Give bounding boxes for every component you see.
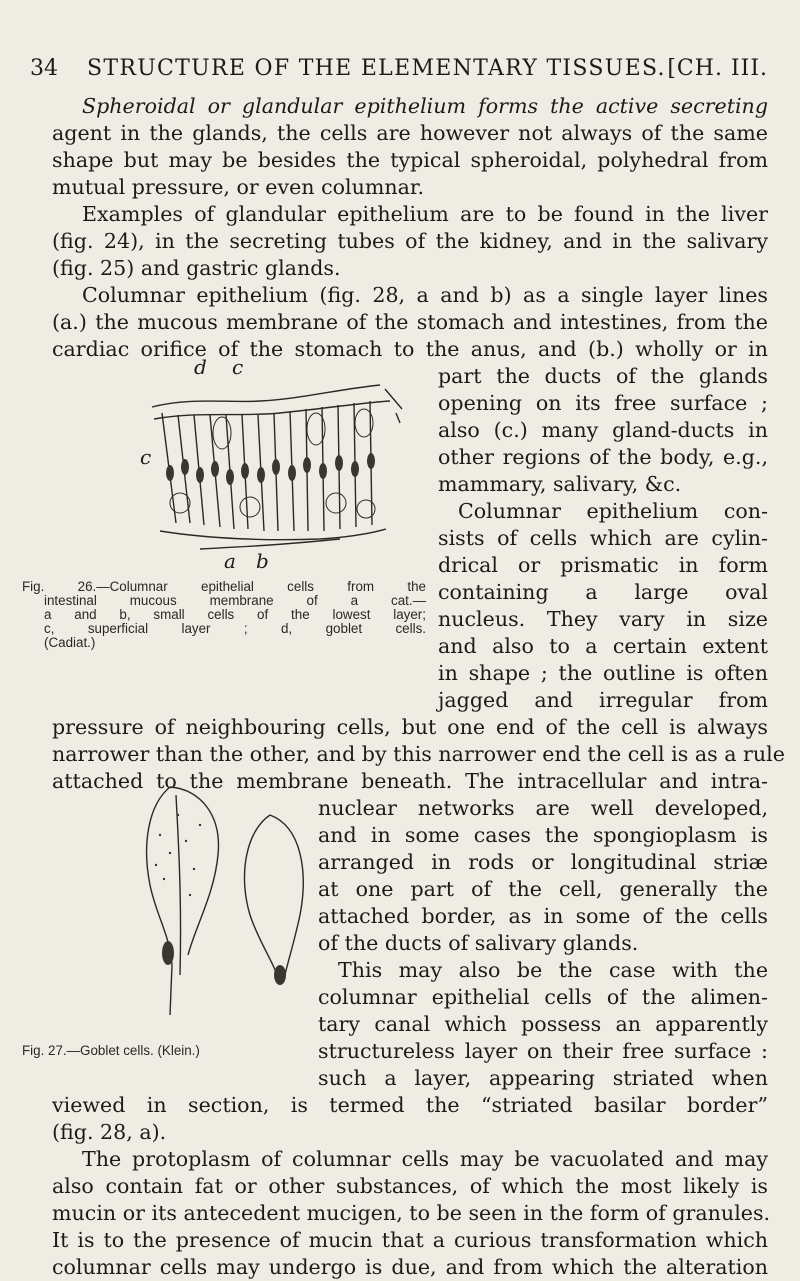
chapter-marker: [CH. III. bbox=[667, 56, 768, 81]
text-line: mutual pressure, or even columnar. bbox=[52, 175, 425, 199]
text-line: (fig. 28, a). bbox=[52, 1120, 167, 1144]
text-line: jagged and irregular from bbox=[438, 688, 768, 712]
goblet-cells-drawing bbox=[130, 775, 310, 1025]
text-line: mammary, salivary, &c. bbox=[438, 472, 682, 496]
page-number: 34 bbox=[30, 56, 58, 81]
figure-label-b: b bbox=[256, 549, 269, 573]
text-line: pressure of neighbouring cells, but one end of the cell is always bbox=[52, 715, 768, 739]
text-line: Columnar epithelium (fig. 28, a and b) as a single layer lines bbox=[82, 283, 768, 307]
text-line: opening on its free surface ; bbox=[438, 391, 768, 415]
text-line: containing a large oval bbox=[438, 580, 768, 604]
text-line: such a layer, appearing striated when bbox=[318, 1066, 768, 1090]
text-line: columnar cells may undergo is due, and from which the alteration bbox=[52, 1255, 768, 1279]
running-title: STRUCTURE OF THE ELEMENTARY TISSUES. bbox=[87, 56, 666, 81]
text-line: Examples of glandular epithelium are to be found in the liver bbox=[82, 202, 768, 226]
text-line: The protoplasm of columnar cells may be vacuolated and may bbox=[82, 1147, 768, 1171]
text-line: shape but may be besides the typical spheroidal, polyhedral from bbox=[52, 148, 768, 172]
text-line: and in some cases the spongioplasm is bbox=[318, 823, 768, 847]
text-line: of the ducts of salivary glands. bbox=[318, 931, 639, 955]
text-line: attached to the membrane beneath. The intracellular and intra- bbox=[52, 769, 768, 793]
text-line: attached border, as in some of the cells bbox=[318, 904, 768, 928]
text-line: This may also be the case with the bbox=[338, 958, 768, 982]
text-line: structureless layer on their free surface : bbox=[318, 1039, 768, 1063]
figure-label-a: a bbox=[224, 549, 236, 573]
figure-label-c: c bbox=[232, 355, 244, 379]
figure-27-caption: Fig. 27.—Goblet cells. (Klein.) bbox=[22, 1043, 200, 1058]
text-line: narrower than the other, and by this narrower end the cell is as a rule bbox=[52, 742, 785, 766]
text-line: sists of cells which are cylin- bbox=[438, 526, 768, 550]
text-line: Spheroidal or glandular epithelium forms the active secreting bbox=[82, 94, 768, 118]
text-line: and also to a certain extent bbox=[438, 634, 768, 658]
text-line: columnar epithelial cells of the alimen- bbox=[318, 985, 768, 1009]
text-line: also (c.) many gland-ducts in bbox=[438, 418, 768, 442]
figure-26-caption: (Cadiat.) bbox=[44, 635, 96, 650]
text-line: arranged in rods or longitudinal striæ bbox=[318, 850, 768, 874]
text-line: also contain fat or other substances, of which the most likely is bbox=[52, 1174, 768, 1198]
text-line: other regions of the body, e.g., bbox=[438, 445, 768, 469]
text-line: nucleus. They vary in size bbox=[438, 607, 768, 631]
text-line: (fig. 25) and gastric glands. bbox=[52, 256, 341, 280]
running-header bbox=[30, 56, 768, 92]
figure-26-caption: a and b, small cells of the lowest layer; bbox=[44, 607, 426, 622]
figure-26-caption: Fig. 26.—Columnar epithelial cells from the bbox=[22, 579, 426, 594]
text-line: nuclear networks are well developed, bbox=[318, 796, 768, 820]
figure-27-illustration bbox=[130, 775, 310, 1025]
text-line: mucin or its antecedent mucigen, to be seen in the form of granules. bbox=[52, 1201, 771, 1225]
text-line: viewed in section, is termed the “striated basilar border” bbox=[52, 1093, 768, 1117]
text-line: agent in the glands, the cells are however not always of the same bbox=[52, 121, 768, 145]
text-line: (a.) the mucous membrane of the stomach and intestines, from the bbox=[52, 310, 768, 334]
text-line: cardiac orifice of the stomach to the anus, and (b.) wholly or in bbox=[52, 337, 768, 361]
figure-label-d: d bbox=[194, 355, 207, 379]
text-line: Columnar epithelium con- bbox=[458, 499, 768, 523]
text-line: tary canal which possess an apparently bbox=[318, 1012, 768, 1036]
text-line: drical or prismatic in form bbox=[438, 553, 768, 577]
figure-26-caption: c, superficial layer ; d, goblet cells. bbox=[44, 621, 426, 636]
figure-26-illustration bbox=[140, 355, 430, 573]
text-line: (fig. 24), in the secreting tubes of the kidney, and in the salivary bbox=[52, 229, 768, 253]
columnar-epithelium-drawing bbox=[140, 363, 430, 573]
text-line: in shape ; the outline is often bbox=[438, 661, 768, 685]
text-line: at one part of the cell, generally the bbox=[318, 877, 768, 901]
text-line: part the ducts of the glands bbox=[438, 364, 768, 388]
figure-26-caption: intestinal mucous membrane of a cat.— bbox=[44, 593, 426, 608]
figure-label-c-left: c bbox=[140, 445, 152, 469]
text-line: It is to the presence of mucin that a curious transformation which bbox=[52, 1228, 768, 1252]
